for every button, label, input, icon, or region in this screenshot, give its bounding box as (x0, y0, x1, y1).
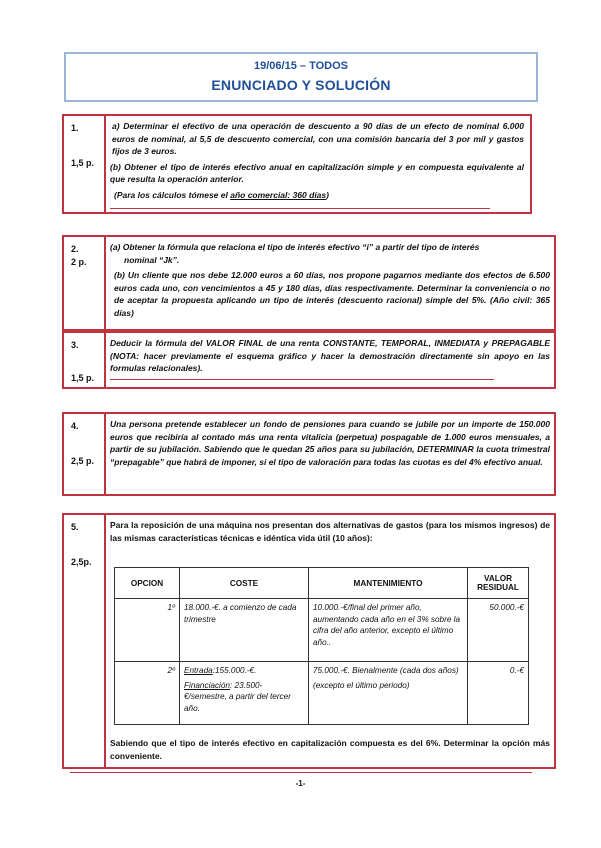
problem-1-underline (110, 208, 490, 209)
problem-1-number: 1. (71, 123, 79, 133)
problem-1-box (62, 114, 532, 214)
row2-coste (180, 662, 309, 725)
problem-1-note-post: ) (326, 189, 329, 200)
problem-2-number: 2. (71, 244, 79, 254)
row2-financiacion-value: : 23.500-€/semestre, a partir del tercer año. (184, 680, 291, 713)
problem-2-part-a-line2: nominal “Jk”. (124, 254, 180, 265)
problem-4-text (110, 418, 550, 468)
header-valor-residual: VALOR RESIDUAL (468, 568, 529, 599)
problem-3-statement: Deducir la fórmula del VALOR FINAL de una renta CONSTANTE, TEMPORAL, INMEDIATA y PREPAGABLE (NOTA: hacer previamente el esquema gráfico y hacer la demostración directamente sin apoyo en las formulas relacionales). (110, 338, 550, 373)
problem-4-points: 2,5 p. (71, 456, 95, 466)
row2-financiacion-label: Financiación (184, 680, 230, 690)
alternatives-table (114, 567, 529, 725)
row2-mantenimiento-line1: 75.000.-€. Bienalmente (cada dos años) (313, 666, 459, 675)
problem-4-number: 4. (71, 421, 79, 431)
exam-date: 19/06/15 – TODOS (254, 60, 348, 72)
problem-3-text (110, 337, 550, 375)
problem-5-number: 5. (71, 522, 79, 532)
problem-5-points: 2,5p. (71, 557, 92, 567)
problem-2-box (62, 235, 556, 331)
row2-opcion: 2º (115, 662, 180, 725)
problem-3-underline (110, 379, 494, 380)
row1-mantenimiento: 10.000.-€/final del primer año, aumentando cada año en el 3% sobre la cifra del año anterior, excepto el último año.. (309, 599, 468, 662)
problem-2-text (110, 241, 550, 319)
footer-divider (70, 772, 532, 773)
row2-entrada (184, 665, 304, 677)
problem-1-text (110, 120, 524, 201)
problem-5-table-wrap (114, 567, 529, 725)
problem-4-statement: Una persona pretende establecer un fondo de pensiones para cuando se jubile por un importe de 150.000 euros que recibiría al contado más una renta vitalicia (perpetua) pospagable de 1.000 euros mensuales, a partir de su jubilación. Sabiendo que le quedan 25 años para su jubilación, DETERMINAR la cuota trimestral “prepagable” que habrá de imponer, si el tipo de valoración para todas las cuotas es del 4% efectivo anual. (110, 419, 550, 467)
problem-5-intro: Para la reposición de una máquina nos presentan dos alternativas de gastos (para los mismos ingresos) de las mismas características técnicas e idéntica vida útil (10 años): (110, 520, 550, 543)
table-header-row (115, 568, 529, 599)
page-number: -1- (295, 779, 306, 788)
row1-coste: 18.000.-€. a comienzo de cada trimestre (180, 599, 309, 662)
page-header (64, 52, 538, 102)
header-mantenimiento: MANTENIMIENTO (309, 568, 468, 599)
problem-2-points: 2 p. (71, 257, 87, 267)
problem-1-number-column (64, 116, 106, 212)
problem-4-box (62, 412, 556, 496)
row2-financiacion (184, 680, 304, 715)
row2-valor-residual: 0.-€ (468, 662, 529, 725)
problem-1-part-a: a) Determinar el efectivo de una operación de descuento a 90 días de un efecto de nominal 6.000 euros de nominal, al 5,5 de descuento comercial, con una comisión bancaria del 3 por mil y gastos fijos de 3 euros. (112, 121, 524, 156)
table-row (115, 662, 529, 725)
problem-2-part-a-line1: (a) Obtener la fórmula que relaciona el tipo de interés efectivo “i” a partir del tipo de interés (110, 242, 480, 252)
row2-mantenimiento (309, 662, 468, 725)
problem-3-box (62, 331, 556, 389)
row1-opcion: 1º (115, 599, 180, 662)
page-title: ENUNCIADO Y SOLUCIÓN (211, 77, 391, 93)
problem-1-note (110, 189, 524, 202)
problem-1-note-pre: (Para los cálculos tómese el (114, 189, 231, 200)
header-coste: COSTE (180, 568, 309, 599)
problem-1-points: 1,5 p. (71, 158, 95, 168)
problem-4-number-column (64, 414, 106, 494)
table-row (115, 599, 529, 662)
problem-5-number-column (64, 515, 106, 767)
problem-3-number-column (64, 333, 106, 387)
problem-3-number: 3. (71, 340, 79, 350)
row2-entrada-value: :155.000.-€. (212, 666, 257, 675)
problem-2-part-b: (b) Un cliente que nos debe 12.000 euros a 60 días, nos propone pagarnos mediante dos efectos de 6.500 euros cada uno, con vencimientos a 45 y 180 días, días respectivamente. Determinar la conveniencia o no de aceptar la propuesta aplicando un tipo de interés (descuento racional) simple del 5%. (Año civil: 365 días) (114, 270, 550, 318)
problem-3-points: 1,5 p. (71, 373, 95, 383)
header-opcion: OPCION (115, 568, 180, 599)
problem-5-box (62, 513, 556, 769)
row1-valor-residual: 50.000.-€ (468, 599, 529, 662)
row2-entrada-label: Entrada (184, 666, 213, 675)
problem-1-note-underlined: año comercial: 360 días (230, 189, 327, 200)
problem-1-part-b: (b) Obtener el tipo de interés efectivo anual en capitalización simple y en compuesta equivalente al que resulta la operación anterior. (110, 161, 524, 184)
problem-5-closing: Sabiendo que el tipo de interés efectivo en capitalización compuesta es del 6%. Determinar la opción más conveniente. (110, 738, 550, 761)
problem-2-number-column (64, 237, 106, 329)
row2-mantenimiento-line2: (excepto el último periodo) (313, 680, 410, 690)
